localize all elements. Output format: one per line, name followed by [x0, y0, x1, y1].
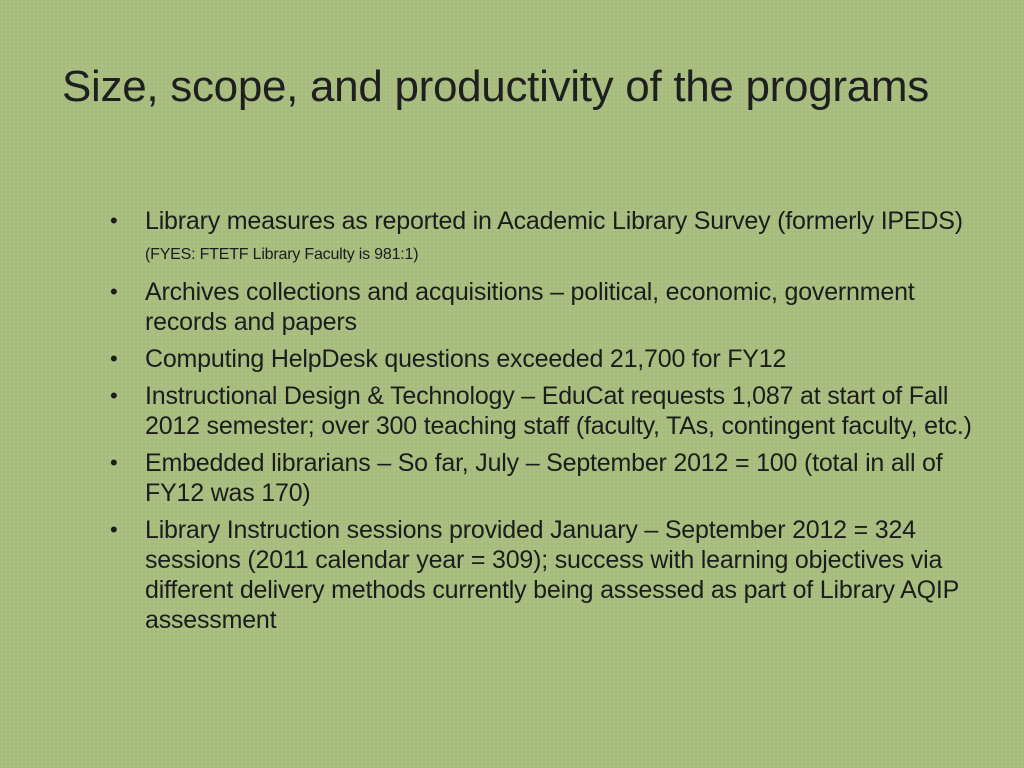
bullet-item — [108, 381, 978, 441]
bullet-text: Library measures as reported in Academic Library Survey (formerly IPEDS) — [145, 207, 963, 235]
bullet-dot-icon: • — [110, 517, 118, 542]
bullet-text: Computing HelpDesk questions exceeded 21,700 for FY12 — [145, 345, 787, 373]
bullet-item — [108, 448, 978, 508]
slide-title: Size, scope, and productivity of the programs — [62, 62, 929, 111]
bullet-dot-icon: • — [110, 450, 118, 475]
bullet-dot-icon: • — [110, 279, 118, 304]
bullet-item — [108, 206, 978, 270]
bullet-dot-icon: • — [110, 346, 118, 371]
bullet-note: (FYES: FTETF Library Faculty is 981:1) — [145, 246, 419, 263]
bullet-dot-icon: • — [110, 383, 118, 408]
bullet-item — [108, 277, 978, 337]
bullet-text: Embedded librarians – So far, July – September 2012 = 100 (total in all of FY12 was 170) — [145, 449, 943, 507]
bullet-list — [108, 206, 978, 642]
bullet-item — [108, 515, 978, 635]
bullet-item — [108, 344, 978, 374]
bullet-text: Archives collections and acquisitions – political, economic, government records and papers — [145, 278, 915, 336]
bullet-dot-icon: • — [110, 208, 118, 233]
bullet-text: Library Instruction sessions provided January – September 2012 = 324 sessions (2011 calendar year = 309); success with learning objectives via different delivery methods currently being assessed as part of Library AQIP assessment — [145, 516, 959, 634]
bullet-text: Instructional Design & Technology – EduCat requests 1,087 at start of Fall 2012 semester; over 300 teaching staff (faculty, TAs, contingent faculty, etc.) — [145, 382, 972, 440]
